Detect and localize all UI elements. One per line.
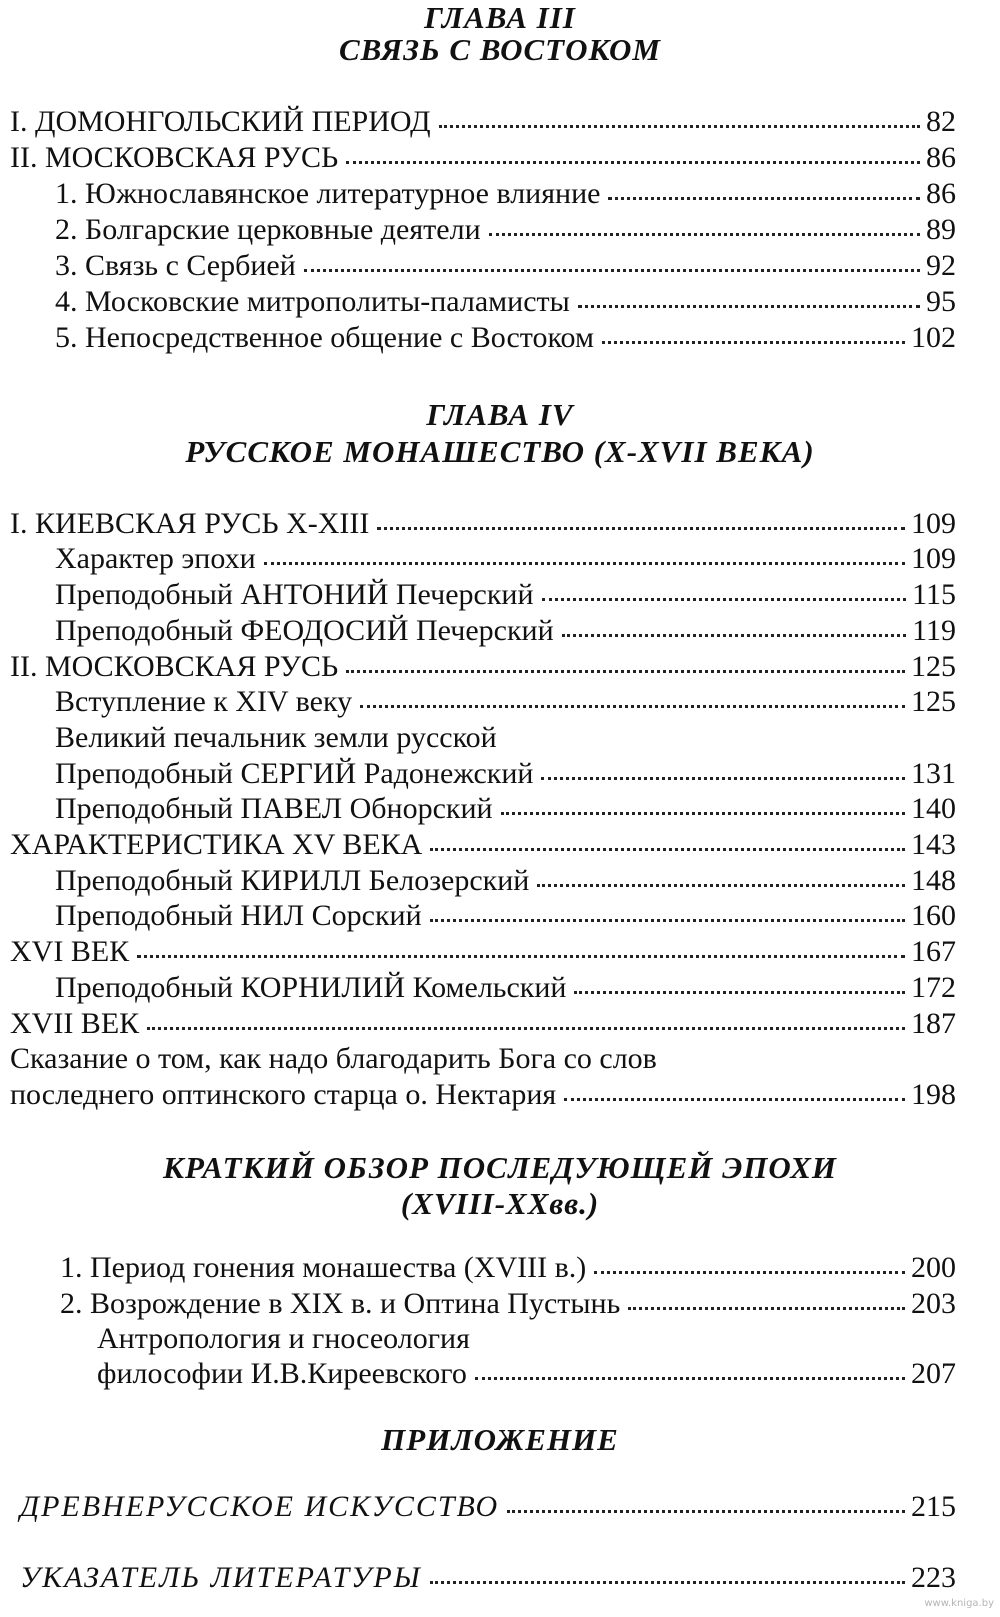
dot-leader — [489, 233, 920, 236]
entry-title: Характер эпохи — [55, 542, 256, 575]
chapter3-title: СВЯЗЬ С ВОСТОКОМ — [339, 32, 661, 67]
toc-entry[interactable] — [0, 970, 1000, 1006]
toc-entry[interactable] — [0, 863, 1000, 899]
entry-title: ХАРАКТЕРИСТИКА XV ВЕКА — [10, 828, 423, 861]
dot-leader — [541, 777, 905, 780]
entry-title: Преподобный НИЛ Сорский — [55, 899, 422, 932]
dot-leader — [501, 812, 905, 815]
entry-page: 172 — [911, 971, 956, 1004]
entry-title: 1. Период гонения монашества (XVIII в.) — [60, 1251, 587, 1284]
entry-page: 215 — [911, 1490, 956, 1523]
toc-entry[interactable] — [0, 1077, 1000, 1113]
toc-entry[interactable] — [0, 1356, 1000, 1392]
entry-page: 125 — [911, 685, 956, 718]
toc-entry[interactable] — [0, 248, 1000, 284]
dot-leader — [264, 562, 905, 565]
toc-entry[interactable] — [0, 506, 1000, 542]
dot-leader — [562, 634, 906, 637]
entry-page: 86 — [926, 141, 956, 174]
entry-title: 5. Непосредственное общение с Востоком — [55, 321, 594, 354]
entry-title: Преподобный КИРИЛЛ Белозерский — [55, 864, 530, 897]
entry-page: 187 — [911, 1007, 956, 1040]
dot-leader — [377, 527, 905, 530]
toc-entry[interactable] — [0, 684, 1000, 720]
entry-title: ДРЕВНЕРУССКОЕ ИСКУССТВО — [20, 1490, 500, 1523]
dot-leader — [574, 991, 905, 994]
entry-title: Великий печальник земли русской — [55, 721, 497, 754]
entry-title: философии И.В.Киреевского — [97, 1357, 467, 1390]
entry-page: 125 — [911, 650, 956, 683]
dot-leader — [137, 955, 905, 958]
entry-title: 4. Московские митрополиты-паламисты — [55, 285, 570, 318]
entry-page: 89 — [926, 213, 956, 246]
entry-title: II. МОСКОВСКАЯ РУСЬ — [10, 141, 339, 174]
entry-page: 143 — [911, 828, 956, 861]
entry-page: 203 — [911, 1287, 956, 1320]
toc-entry-continued — [0, 720, 1000, 756]
overview-title: КРАТКИЙ ОБЗОР ПОСЛЕДУЮЩЕЙ ЭПОХИ — [162, 1150, 838, 1185]
entry-title: УКАЗАТЕЛЬ ЛИТЕРАТУРЫ — [20, 1561, 422, 1594]
entry-page: 131 — [911, 757, 956, 790]
entry-page: 148 — [911, 864, 956, 897]
entry-title: XVII ВЕК — [10, 1007, 140, 1040]
dot-leader — [537, 884, 905, 887]
toc-entry-continued — [0, 1321, 1000, 1357]
entry-title: 3. Связь с Сербией — [55, 249, 296, 282]
dot-leader — [602, 341, 905, 344]
entry-title: Преподобный СЕРГИЙ Радонежский — [55, 757, 534, 790]
entry-page: 140 — [911, 792, 956, 825]
dot-leader — [542, 598, 907, 601]
entry-title: 2. Возрождение в XIX в. и Оптина Пустынь — [60, 1287, 621, 1320]
entry-title: Преподобный ФЕОДОСИЙ Печерский — [55, 614, 554, 647]
toc-entry[interactable] — [0, 1286, 1000, 1322]
entry-page: 223 — [911, 1561, 956, 1594]
dot-leader — [594, 1271, 905, 1274]
toc-entry[interactable] — [0, 1489, 1000, 1525]
entry-page: 198 — [911, 1078, 956, 1111]
dot-leader — [430, 848, 905, 851]
entry-title: 2. Болгарские церковные деятели — [55, 213, 481, 246]
dot-leader — [430, 919, 905, 922]
chapter3-label: ГЛАВА III — [424, 0, 576, 35]
toc-entry[interactable] — [0, 176, 1000, 212]
watermark: www.kniga.by — [924, 1598, 994, 1609]
entry-page: 109 — [911, 507, 956, 540]
dot-leader — [608, 197, 920, 200]
entry-page: 119 — [912, 614, 956, 647]
toc-entry[interactable] — [0, 649, 1000, 685]
entry-page: 167 — [911, 935, 956, 968]
toc-entry[interactable] — [0, 541, 1000, 577]
toc-entry[interactable] — [0, 1250, 1000, 1286]
dot-leader — [564, 1098, 905, 1101]
dot-leader — [346, 161, 920, 164]
toc-entry[interactable] — [0, 140, 1000, 176]
dot-leader — [346, 670, 905, 673]
entry-page: 82 — [926, 105, 956, 138]
dot-leader — [147, 1027, 905, 1030]
entry-title: последнего оптинского старца о. Нектария — [10, 1078, 557, 1111]
toc-entry[interactable] — [0, 898, 1000, 934]
entry-page: 109 — [911, 542, 956, 575]
entry-title: I. КИЕВСКАЯ РУСЬ X-XIII — [10, 507, 370, 540]
entry-title: Преподобный АНТОНИЙ Печерский — [55, 578, 534, 611]
entry-page: 207 — [911, 1357, 956, 1390]
dot-leader — [430, 1581, 905, 1584]
toc-entry[interactable] — [0, 284, 1000, 320]
entry-page: 86 — [926, 177, 956, 210]
dot-leader — [360, 705, 905, 708]
entry-title: XVI ВЕК — [10, 935, 130, 968]
dot-leader — [578, 305, 920, 308]
entry-title: I. ДОМОНГОЛЬСКИЙ ПЕРИОД — [10, 105, 431, 138]
toc-entry-continued — [0, 1041, 1000, 1077]
toc-entry[interactable] — [0, 1560, 1000, 1596]
toc-entry[interactable] — [0, 827, 1000, 863]
entry-page: 160 — [911, 899, 956, 932]
entry-page: 200 — [911, 1251, 956, 1284]
dot-leader — [507, 1510, 905, 1513]
toc-entry[interactable] — [0, 577, 1000, 613]
entry-page: 102 — [911, 321, 956, 354]
overview-subtitle: (XVIII-XXвв.) — [400, 1186, 600, 1221]
entry-title: 1. Южнославянское литературное влияние — [55, 177, 601, 210]
entry-title: Преподобный ПАВЕЛ Обнорский — [55, 792, 493, 825]
toc-entry[interactable] — [0, 791, 1000, 827]
dot-leader — [439, 125, 920, 128]
entry-title: Сказание о том, как надо благодарить Бога со слов — [10, 1042, 657, 1075]
toc-entry[interactable] — [0, 1006, 1000, 1042]
entry-title: Вступление к XIV веку — [55, 685, 353, 718]
appendix-title: ПРИЛОЖЕНИЕ — [381, 1422, 619, 1457]
toc-entry[interactable] — [0, 756, 1000, 792]
dot-leader — [628, 1307, 905, 1310]
dot-leader — [304, 269, 920, 272]
entry-title: Антропология и гносеология — [97, 1322, 470, 1355]
entry-title: Преподобный КОРНИЛИЙ Комельский — [55, 971, 567, 1004]
toc-entry[interactable] — [0, 613, 1000, 649]
toc-entry[interactable] — [0, 934, 1000, 970]
entry-page: 92 — [926, 249, 956, 282]
toc-entry[interactable] — [0, 320, 1000, 356]
chapter4-title: РУССКОЕ МОНАШЕСТВО (X-XVII ВЕКА) — [185, 434, 815, 469]
entry-page: 95 — [926, 285, 956, 318]
entry-title: II. МОСКОВСКАЯ РУСЬ — [10, 650, 339, 683]
toc-entry[interactable] — [0, 104, 1000, 140]
dot-leader — [475, 1377, 905, 1380]
toc-entry[interactable] — [0, 212, 1000, 248]
chapter4-label: ГЛАВА IV — [426, 397, 574, 432]
entry-page: 115 — [912, 578, 956, 611]
